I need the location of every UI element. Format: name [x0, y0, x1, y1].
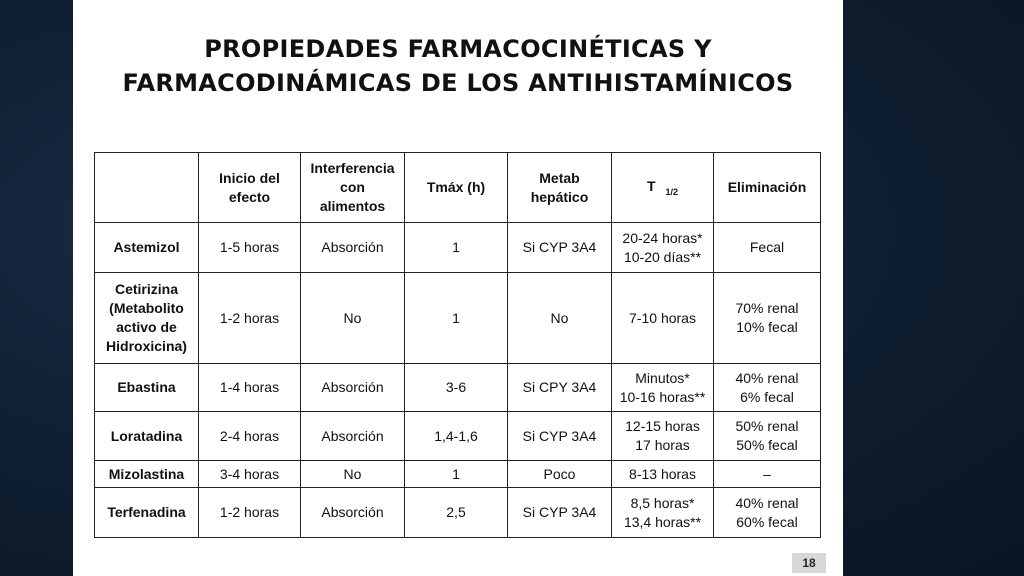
drug-cell: Ebastina	[95, 364, 199, 412]
food-cell: Absorción	[301, 364, 405, 412]
half-life-main: T	[646, 178, 656, 194]
tmax-cell: 1,4-1,6	[405, 412, 508, 461]
slide	[73, 0, 843, 576]
table-row	[95, 412, 821, 461]
half-life-cell: Minutos* 10-16 horas**	[612, 364, 714, 412]
metab-cell: Si CYP 3A4	[508, 488, 612, 538]
drug-cell: Cetirizina (Metabolito activo de Hidroxicina)	[95, 273, 199, 364]
half-life-cell: 8-13 horas	[612, 461, 714, 488]
metab-cell: Si CYP 3A4	[508, 223, 612, 273]
title-line-2: FARMACODINÁMICAS DE LOS ANTIHISTAMÍNICOS	[122, 69, 794, 97]
pharmacology-table	[94, 152, 821, 538]
tmax-cell: 1	[405, 273, 508, 364]
metab-cell: No	[508, 273, 612, 364]
header-elimination: Eliminación	[714, 153, 821, 223]
drug-cell: Astemizol	[95, 223, 199, 273]
table-row	[95, 364, 821, 412]
table-row	[95, 273, 821, 364]
food-cell: Absorción	[301, 223, 405, 273]
header-tmax: Tmáx (h)	[405, 153, 508, 223]
onset-cell: 1-5 horas	[199, 223, 301, 273]
food-cell: Absorción	[301, 488, 405, 538]
food-cell: Absorción	[301, 412, 405, 461]
header-row	[95, 153, 821, 223]
half-life-cell: 8,5 horas* 13,4 horas**	[612, 488, 714, 538]
onset-cell: 2-4 horas	[199, 412, 301, 461]
onset-cell: 1-2 horas	[199, 273, 301, 364]
tmax-cell: 1	[405, 223, 508, 273]
tmax-cell: 1	[405, 461, 508, 488]
tmax-cell: 3-6	[405, 364, 508, 412]
half-life-cell: 20-24 horas* 10-20 días**	[612, 223, 714, 273]
header-drug	[95, 153, 199, 223]
header-hepatic-metabolism: Metab hepático	[508, 153, 612, 223]
header-onset: Inicio del efecto	[199, 153, 301, 223]
half-life-cell: 7-10 horas	[612, 273, 714, 364]
page-number: 18	[792, 553, 826, 573]
onset-cell: 1-2 horas	[199, 488, 301, 538]
metab-cell: Si CPY 3A4	[508, 364, 612, 412]
elimination-cell: 40% renal 6% fecal	[714, 364, 821, 412]
metab-cell: Si CYP 3A4	[508, 412, 612, 461]
table-row	[95, 223, 821, 273]
table-row	[95, 461, 821, 488]
elimination-cell: –	[714, 461, 821, 488]
food-cell: No	[301, 273, 405, 364]
slide-title	[73, 32, 843, 100]
elimination-cell: 50% renal 50% fecal	[714, 412, 821, 461]
food-cell: No	[301, 461, 405, 488]
drug-cell: Mizolastina	[95, 461, 199, 488]
onset-cell: 3-4 horas	[199, 461, 301, 488]
drug-cell: Terfenadina	[95, 488, 199, 538]
elimination-cell: 70% renal 10% fecal	[714, 273, 821, 364]
half-life-subscript: 1/2	[665, 187, 679, 197]
onset-cell: 1-4 horas	[199, 364, 301, 412]
header-half-life	[612, 153, 714, 223]
table-row	[95, 488, 821, 538]
half-life-cell: 12-15 horas 17 horas	[612, 412, 714, 461]
elimination-cell: 40% renal 60% fecal	[714, 488, 821, 538]
elimination-cell: Fecal	[714, 223, 821, 273]
header-food-interference: Interferencia con alimentos	[301, 153, 405, 223]
metab-cell: Poco	[508, 461, 612, 488]
tmax-cell: 2,5	[405, 488, 508, 538]
title-line-1: PROPIEDADES FARMACOCINÉTICAS Y	[204, 35, 712, 63]
drug-cell: Loratadina	[95, 412, 199, 461]
